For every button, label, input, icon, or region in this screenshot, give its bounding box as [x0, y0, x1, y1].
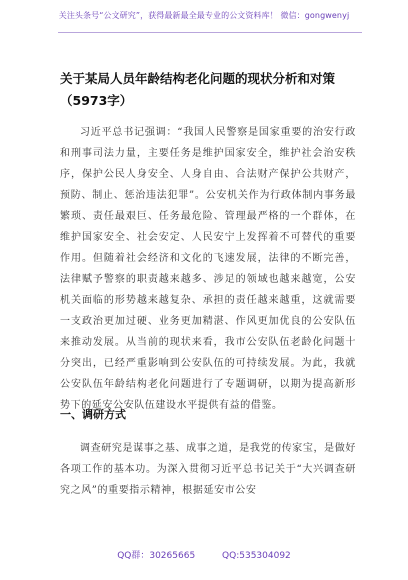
- header-divider: [58, 32, 362, 33]
- section-heading-survey-method: 一、调研方式: [60, 408, 126, 421]
- footer-qq: QQ:535304092: [222, 551, 291, 561]
- section-paragraph: 调查研究是谋事之基、成事之道，是我党的传家宝，是做好各项工作的基本功。为深入贯彻习近平总书记关于“大兴调查研究之风”的重要指示精神，根据延安市公安: [60, 443, 356, 496]
- header-notice: 关注头条号“公文研究”，获得最新最全最专业的公文资料库！ 微信：gongwenyj: [58, 11, 350, 20]
- intro-body: [60, 122, 356, 416]
- section-body: [60, 438, 356, 501]
- intro-paragraph: 习近平总书记强调：“我国人民警察是国家重要的治安行政和刑事司法力量，主要任务是维护国家安全，维护社会治安秩序，保护公民人身安全、人身自由、合法财产保护公共财产，预防、制止、惩治违法犯罪”。公安机关作为行政体制内事务最繁琐、责任最艰巨、任务最危险、管理最严格的一个群体，在维护国家安全、社会安定、人民安宁上发挥着不可替代的重要作用。但随着社会经济和文化的飞速发展，法律的不断完善，法律赋予警察的职责越来越多、涉足的领域也越来越宽，公安机关面临的形势越来越复杂、承担的责任越来越重，这就需要一支政治更加过硬、业务更加精湛、作风更加优良的公安队伍来推动发展。从当前的现状来看，我市公安队伍老龄化问题十分突出，已经严重影响到公安队伍的可持续发展。为此，我就公安队伍年龄结构老化问题进行了专题调研，以期为提高新形势下的延安公安队伍建设水平提供有益的借鉴。: [60, 127, 356, 411]
- document-title: 关于某局人员年龄结构老化问题的现状分析和对策（5973字）: [60, 71, 336, 108]
- footer: [0, 548, 408, 561]
- footer-qq-group: QQ群：30265665: [117, 551, 196, 561]
